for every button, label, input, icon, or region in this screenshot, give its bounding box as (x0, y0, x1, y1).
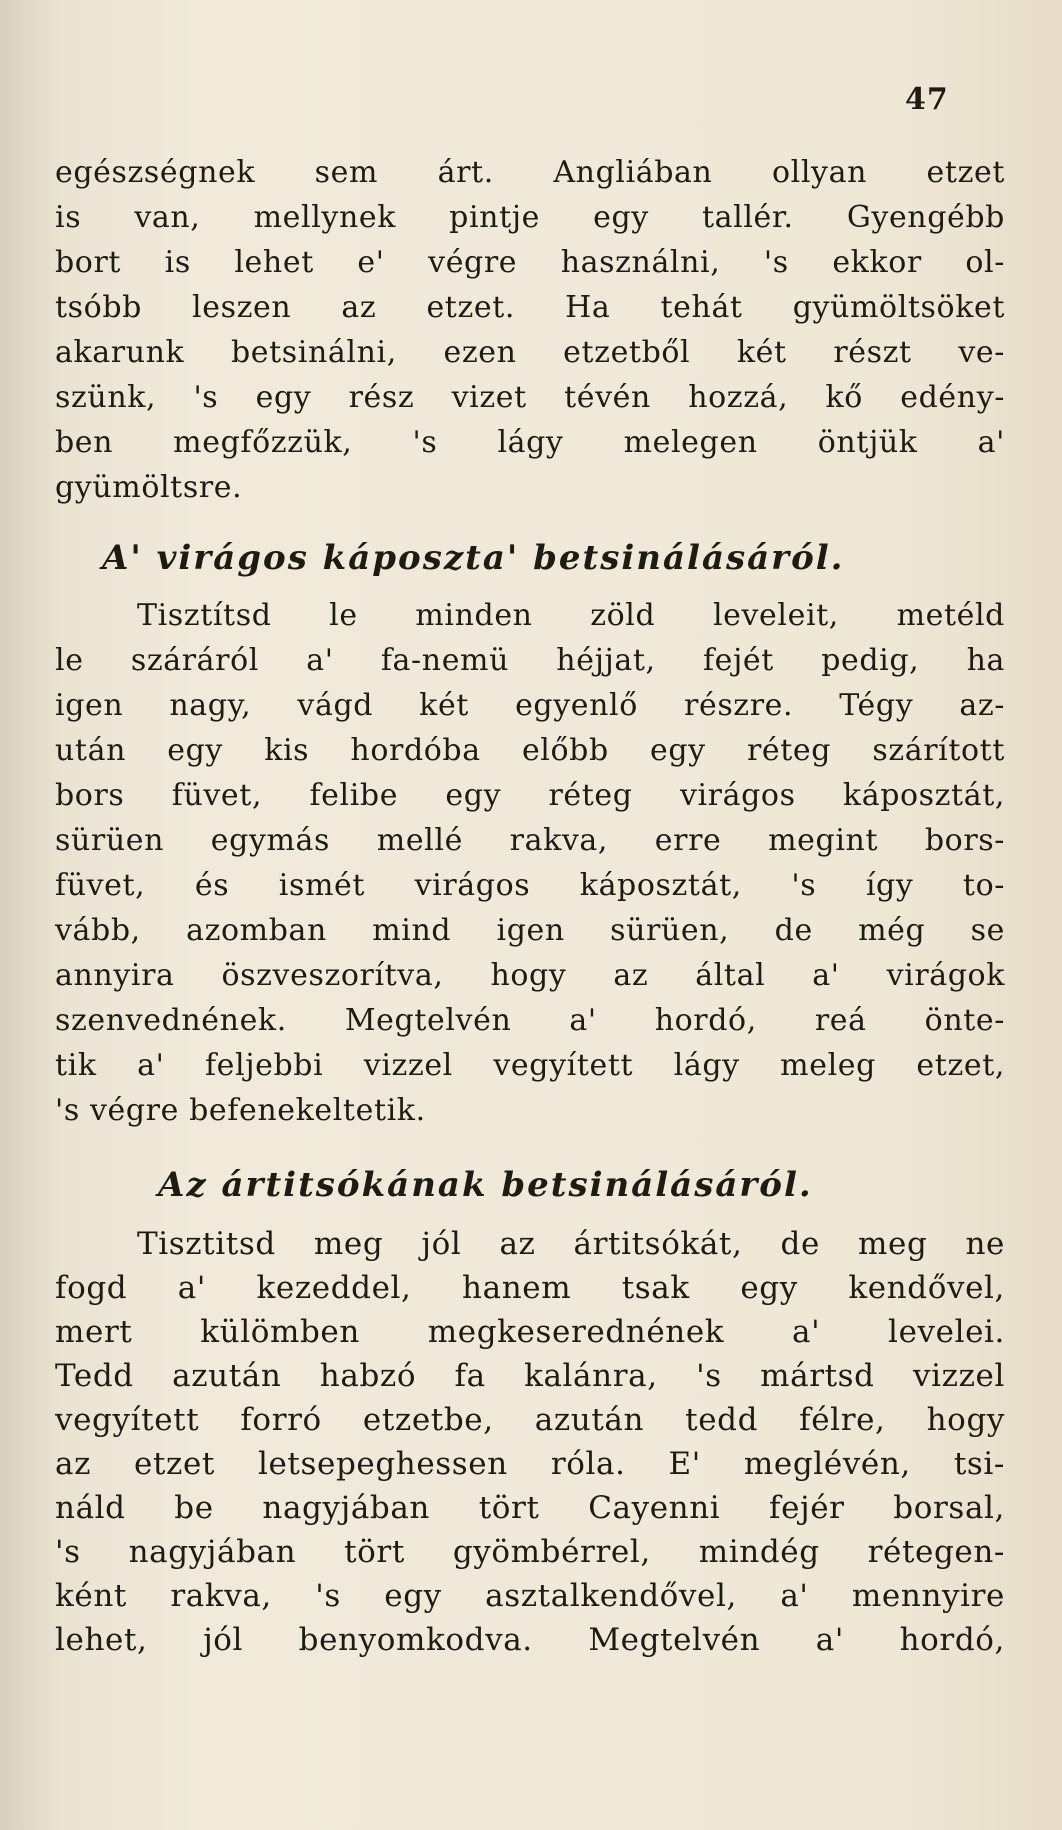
text-line: annyira öszveszorítva, hogy az által a' virágok (55, 958, 1005, 993)
paragraph-artitsoka (55, 1222, 1005, 1662)
text-line: tsóbb leszen az etzet. Ha tehát gyümöltsöket (55, 290, 1005, 325)
text-line: bors füvet, felibe egy réteg virágos káposztát, (55, 778, 1005, 813)
text-line: után egy kis hordóba előbb egy réteg szárított (55, 733, 1005, 768)
text-line: fogd a' kezeddel, hanem tsak egy kendővel, (55, 1270, 1005, 1306)
section-heading: A' virágos káposzta' betsinálásáról. (102, 538, 845, 578)
text-line: egészségnek sem árt. Angliában ollyan etzet (55, 155, 1005, 190)
text-line: igen nagy, vágd két egyenlő részre. Tégy az- (55, 688, 1005, 723)
text-line: bort is lehet e' végre használni, 's ekkor ol- (55, 245, 1005, 280)
text-line: sürüen egymás mellé rakva, erre megint bors- (55, 823, 1005, 858)
text-line: gyümöltsre. (55, 470, 243, 505)
text-line: le száráról a' fa-nemü héjjat, fejét pedig, ha (55, 643, 1005, 678)
text-line: 's végre befenekeltetik. (55, 1093, 426, 1128)
page-number: 47 (905, 82, 949, 117)
paragraph-viragos-kaposzta (55, 593, 1005, 1133)
text-line: ben megfőzzük, 's lágy melegen öntjük a' (55, 425, 1005, 460)
text-line: náld be nagyjában tört Cayenni fejér borsal, (55, 1490, 1005, 1526)
section-heading: Az ártitsókának betsinálásáról. (158, 1165, 813, 1205)
text-line: szünk, 's egy rész vizet tévén hozzá, kő edény- (55, 380, 1005, 415)
text-line: vább, azomban mind igen sürüen, de még se (55, 913, 1005, 948)
text-line: szenvednének. Megtelvén a' hordó, reá önte- (55, 1003, 1005, 1038)
text-line: mert külömben megkeserednének a' levelei. (55, 1314, 1005, 1350)
text-line: 's nagyjában tört gyömbérrel, mindég rétegen- (55, 1534, 1005, 1570)
text-line: akarunk betsinálni, ezen etzetből két részt ve- (55, 335, 1005, 370)
text-line: lehet, jól benyomkodva. Megtelvén a' hordó, (55, 1622, 1005, 1658)
text-line: az etzet letsepeghessen róla. E' meglévén, tsi- (55, 1446, 1005, 1482)
text-line: füvet, és ismét virágos káposztát, 's így to- (55, 868, 1005, 903)
paragraph-continuation (55, 150, 1005, 510)
text-line: Tisztítsd le minden zöld leveleit, metéld (137, 598, 1005, 633)
text-line: vegyített forró etzetbe, azután tedd félre, hogy (55, 1402, 1005, 1438)
text-line: ként rakva, 's egy asztalkendővel, a' mennyire (55, 1578, 1005, 1614)
text-line: Tedd azután habzó fa kalánra, 's mártsd vizzel (55, 1358, 1005, 1394)
text-line: tik a' feljebbi vizzel vegyített lágy meleg etzet, (55, 1048, 1005, 1083)
text-line: is van, mellynek pintje egy tallér. Gyengébb (55, 200, 1005, 235)
text-line: Tisztitsd meg jól az ártitsókát, de meg ne (137, 1226, 1005, 1262)
